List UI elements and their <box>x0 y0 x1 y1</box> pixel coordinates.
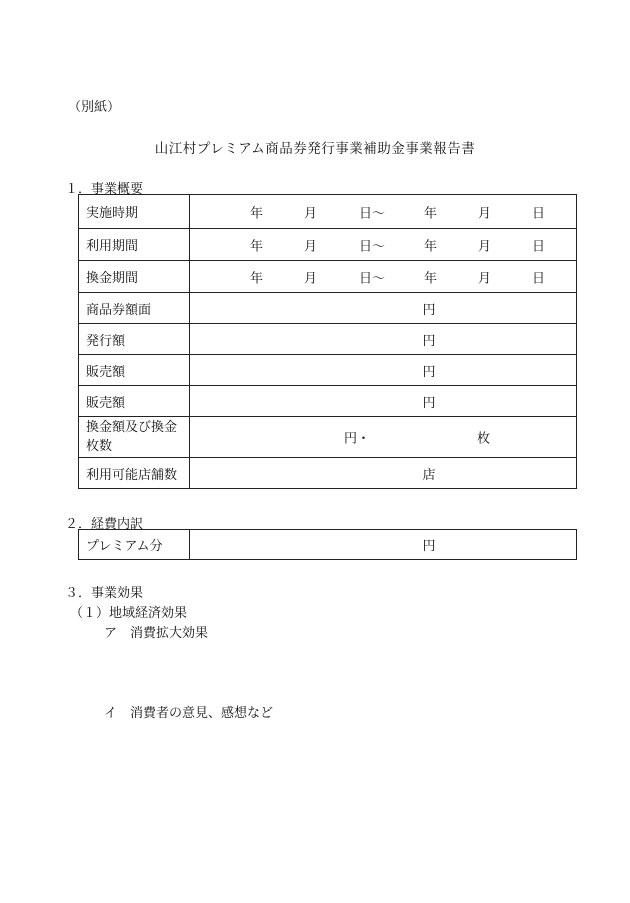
item-i-heading: イ 消費者の意見、感想など <box>104 706 274 721</box>
row-label: 発行額 <box>79 324 190 355</box>
row-label: 実施時期 <box>79 195 190 229</box>
row-label: プレミアム分 <box>79 530 190 560</box>
table-row <box>79 386 577 417</box>
annex-label: （別紙） <box>68 100 121 115</box>
day-unit: 日 <box>532 206 546 221</box>
section2-heading: ２．経費内訳 <box>65 517 144 532</box>
sheets-unit: 枚 <box>477 431 491 447</box>
month-unit: 月 <box>478 206 492 221</box>
row-label: 販売額 <box>79 355 190 386</box>
month-unit: 月 <box>478 239 492 254</box>
row-label: 利用可能店舗数 <box>79 458 190 489</box>
section1-heading: １．事業概要 <box>65 182 144 197</box>
row-label: 販売額 <box>79 386 190 417</box>
table-row <box>79 293 577 324</box>
day-unit: 日 <box>532 271 546 286</box>
store-unit: 店 <box>190 458 577 489</box>
row-label: 換金額及び換金枚数 <box>86 420 178 454</box>
year-unit: 年 <box>250 271 264 286</box>
table-row <box>79 324 577 355</box>
day-unit: 日 <box>532 239 546 254</box>
yen-unit: 円 <box>190 530 577 560</box>
month-unit: 月 <box>478 271 492 286</box>
yen-unit: 円 <box>190 293 577 324</box>
month-unit: 月 <box>304 239 318 254</box>
row-label: 換金期間 <box>79 261 190 293</box>
row-label: 利用期間 <box>79 229 190 261</box>
month-unit: 月 <box>304 206 318 221</box>
expense-table <box>78 529 577 560</box>
table-row <box>79 355 577 386</box>
row-label: 商品券額面 <box>79 293 190 324</box>
table-row <box>79 229 577 261</box>
year-unit: 年 <box>250 206 264 221</box>
table-row <box>79 530 577 560</box>
yen-unit: 円・ <box>344 431 371 447</box>
section3-heading: ３．事業効果 <box>65 586 144 601</box>
day-tilde-unit: 日～ <box>359 206 386 221</box>
day-tilde-unit: 日～ <box>359 239 386 254</box>
table-row <box>79 195 577 229</box>
yen-unit: 円 <box>190 386 577 417</box>
yen-unit: 円 <box>190 355 577 386</box>
day-tilde-unit: 日～ <box>359 271 386 286</box>
year-unit: 年 <box>424 271 438 286</box>
table-row <box>79 458 577 489</box>
year-unit: 年 <box>424 206 438 221</box>
table-row <box>79 417 577 458</box>
month-unit: 月 <box>304 271 318 286</box>
year-unit: 年 <box>250 239 264 254</box>
yen-unit: 円 <box>190 324 577 355</box>
business-overview-table <box>78 194 577 489</box>
year-unit: 年 <box>424 239 438 254</box>
document-title: 山江村プレミアム商品券発行事業補助金事業報告書 <box>154 141 476 157</box>
subsection-heading: （１）地域経済効果 <box>70 606 188 621</box>
table-row <box>79 261 577 293</box>
item-a-heading: ア 消費拡大効果 <box>104 626 209 641</box>
